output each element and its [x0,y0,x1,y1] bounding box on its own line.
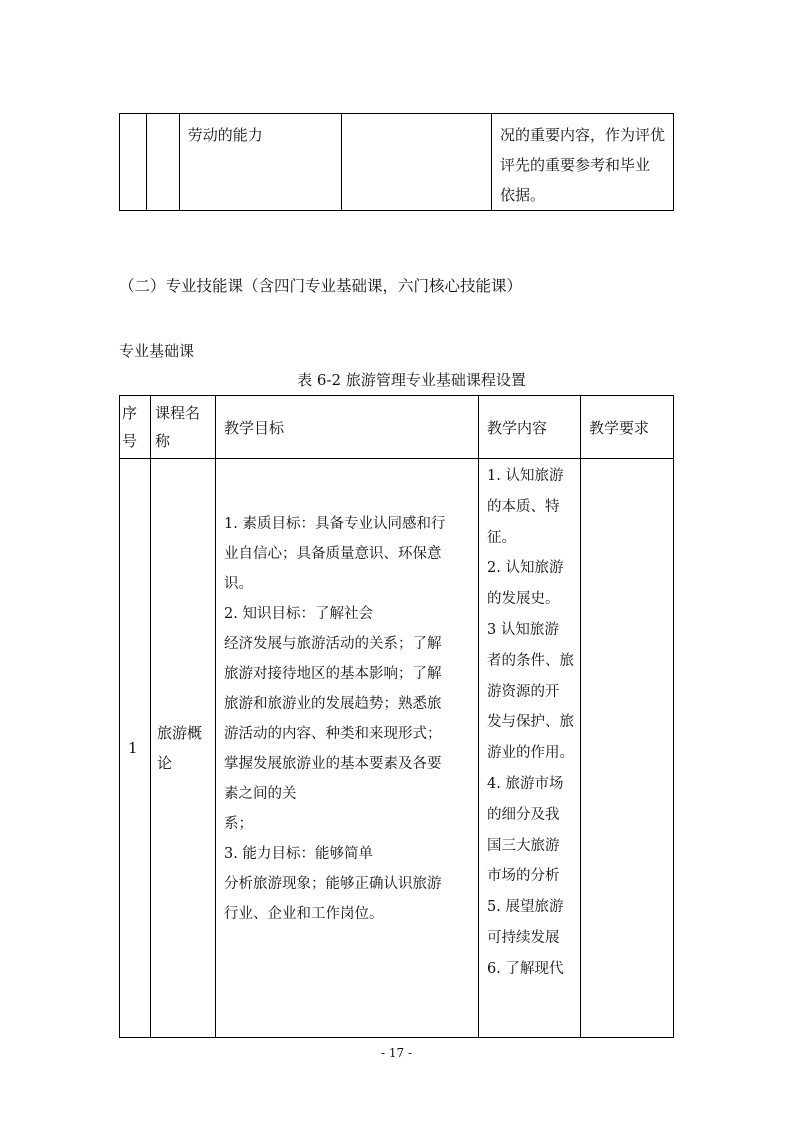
goal-line: 2. 知识目标：了解社会 [224,606,373,622]
goal-line: 素之间的关 [224,786,297,802]
content-line: 的发展史。 [487,591,560,608]
header-name-line2: 称 [155,432,171,450]
header-requirements: 教学要求 [581,396,674,459]
goal-line: 3. 能力目标：能够简单 [224,846,373,862]
course-name-line2: 论 [157,754,173,772]
goal-line: 旅游和旅游业的发展趋势；熟悉旅 [224,696,442,712]
continuation-table [119,113,674,211]
goal-line: 业自信心；具备质量意识、环保意 [224,546,442,562]
content-line: 的本质、特 [487,498,560,515]
content-line: 4. 旅游市场 [487,775,564,792]
table-cell-empty [146,114,179,211]
table-header-row [120,396,674,459]
content-line: 市场的分析 [487,868,560,885]
header-seq-line2: 号 [122,432,138,450]
goal-line: 分析旅游现象；能够正确认识旅游 [224,876,442,892]
content-line: 1. 认知旅游 [487,468,564,484]
content-line: 3 认知旅游 [487,621,559,638]
goal-line: 游活动的内容、种类和来现形式； [224,726,442,742]
text-line: 依据。 [499,186,545,204]
row-course-name [151,459,216,1038]
table-cell-empty [120,114,147,211]
goal-line: 旅游对接待地区的基本影响；了解 [224,666,442,682]
goal-line: 经济发展与旅游活动的关系；了解 [224,636,442,652]
content-line: 的细分及我 [487,806,560,823]
content-line: 6. 了解现代 [487,960,564,977]
header-seq [120,396,151,459]
ability-text: 劳动的能力 [187,126,263,144]
section-heading: （二）专业技能课（含四门专业基础课，六门核心技能课） [119,277,523,295]
content-line: 征。 [487,529,516,546]
subsection-heading: 专业基础课 [119,342,195,360]
content-line: 者的条件、旅 [487,652,574,669]
ability-cell [179,114,342,211]
requirement-cell [491,114,673,211]
goal-line: 掌握发展旅游业的基本要素及各要 [224,756,442,772]
row-seq: 1 [120,459,151,1038]
header-content: 教学内容 [479,396,581,459]
header-course-name [151,396,216,459]
row-content [479,459,581,1038]
content-line: 国三大旅游 [487,837,560,854]
content-line: 游资源的开 [487,683,560,700]
page-number: - 17 - [380,1046,412,1060]
content-line: 游业的作用。 [487,745,574,762]
requirement-text [492,114,673,210]
course-name-line1: 旅游概 [157,724,203,742]
goal-line: 1. 素质目标：具备专业认同感和行 [224,516,446,532]
goal-line: 系； [224,816,253,832]
content-line: 发与保护、旅 [487,714,574,731]
content-line: 可持续发展 [487,929,560,946]
content-line: 5. 展望旅游 [487,899,564,916]
header-name-line1: 课程名 [155,404,201,422]
table-cell-empty [342,114,492,211]
row-requirements [581,459,674,1038]
row-goals [216,459,479,1038]
course-table [119,395,674,1038]
table-row [120,114,674,211]
table-row [120,459,674,1038]
goal-line: 识。 [224,576,253,592]
header-goals: 教学目标 [216,396,479,459]
header-seq-line1: 序 [122,404,138,422]
content-line: 2. 认知旅游 [487,560,564,577]
text-line: 评先的重要参考和毕业 [499,156,650,174]
text-line: 况的重要内容，作为评优 [499,126,665,144]
goal-line: 行业、企业和工作岗位。 [224,906,384,922]
table-caption: 表 6-2 旅游管理专业基础课程设置 [297,371,526,389]
